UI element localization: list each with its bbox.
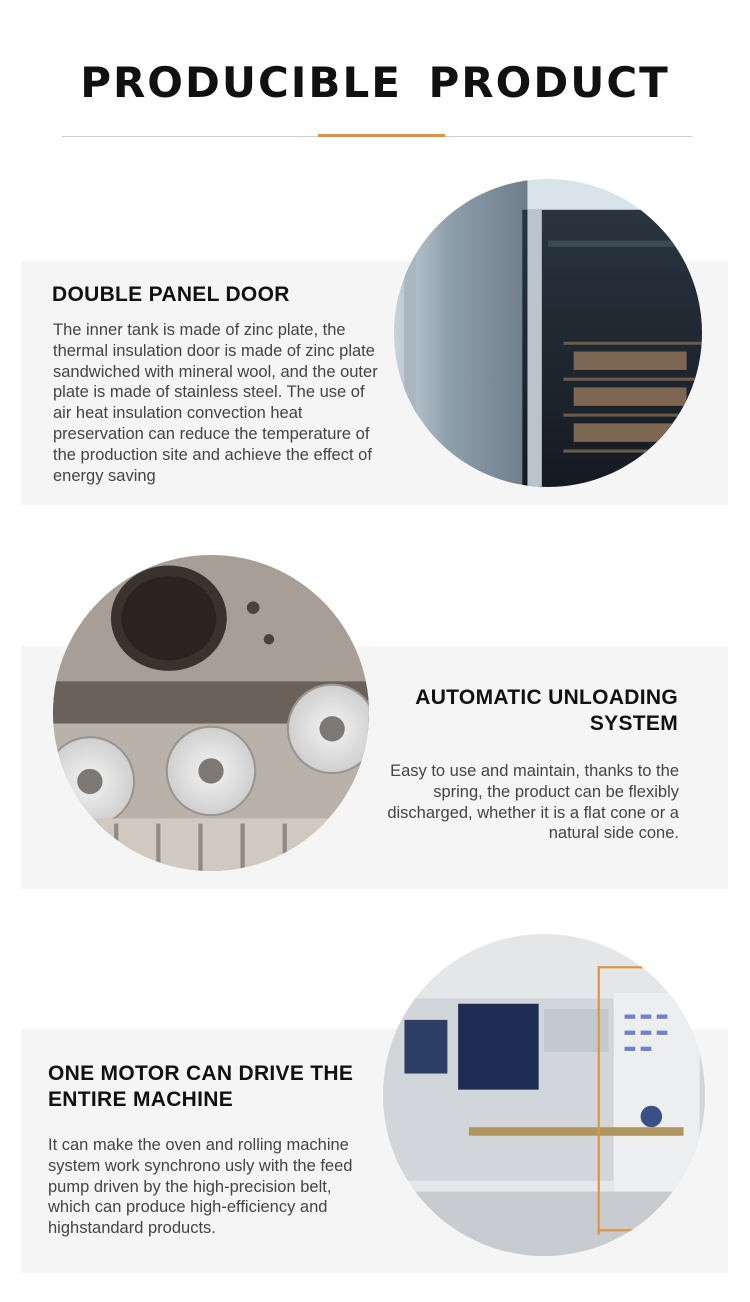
feature-text-automatic-unloading-system: Easy to use and maintain, thanks to the spring, the product can be flexibly discharged, whether it is a flat cone or a natural side cone. <box>387 762 679 843</box>
feature-text-one-motor: It can make the oven and rolling machine system work synchrono usly with the feed pump driven by the high-precision belt, which can produce high-efficiency and highstandard products. <box>48 1136 353 1238</box>
feature-heading-one-motor: ONE MOTOR CAN DRIVE THE ENTIRE MACHINE <box>48 1062 354 1111</box>
page-title: PRODUCIBLE PRODUCT <box>80 58 670 107</box>
machine-panel-photo <box>383 934 705 1256</box>
title-accent-bar <box>318 134 445 137</box>
feature-heading-automatic-unloading-system: AUTOMATIC UNLOADING SYSTEM <box>415 686 678 735</box>
feature-text-double-panel-door: The inner tank is made of zinc plate, the thermal insulation door is made of zinc plate sandwiched with mineral wool, and the outer plate is made of stainless steel. The use of air heat insulation convection heat preservation can reduce the temperature of the production site and achieve the effect of energy saving <box>53 321 378 485</box>
feature-heading-double-panel-door: DOUBLE PANEL DOOR <box>52 283 290 306</box>
gear-wheels-photo <box>53 555 369 871</box>
oven-door-photo <box>394 179 702 487</box>
